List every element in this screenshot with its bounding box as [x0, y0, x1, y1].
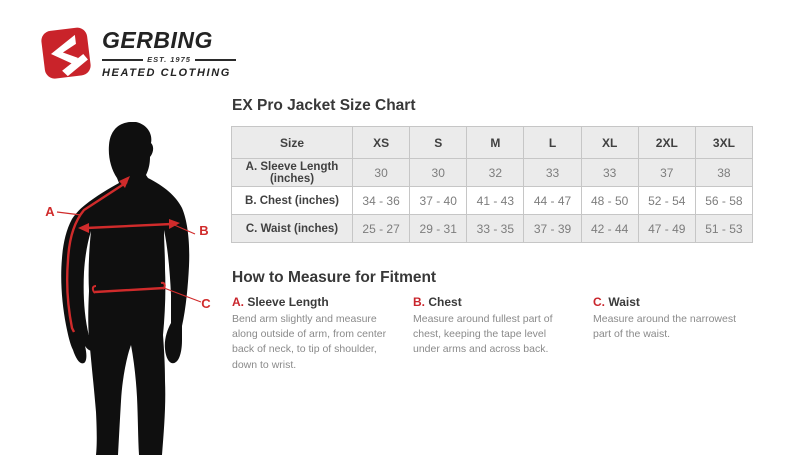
- brand-name: GERBING: [102, 27, 213, 53]
- row-label: A. Sleeve Length (inches): [232, 159, 353, 187]
- gerbing-logo-icon: [40, 27, 96, 79]
- guide-item-description: Measure around fullest part of chest, keeping the tape level under arms and across back.: [413, 313, 553, 356]
- brand-tagline: HEATED CLOTHING: [102, 67, 231, 79]
- cell-value: 41 - 43: [467, 187, 524, 215]
- cell-value: 30: [410, 159, 467, 187]
- guide-item-heading: [413, 295, 575, 309]
- cell-value: 34 - 36: [353, 187, 410, 215]
- cell-value: 29 - 31: [410, 215, 467, 243]
- guide-item-key: C.: [593, 295, 605, 309]
- cell-value: 48 - 50: [581, 187, 638, 215]
- row-label: C. Waist (inches): [232, 215, 353, 243]
- body-silhouette: [61, 122, 189, 455]
- cell-value: 44 - 47: [524, 187, 581, 215]
- measure-guide: [232, 295, 772, 373]
- cell-value: 33: [524, 159, 581, 187]
- guide-item-waist: [593, 295, 772, 373]
- cell-value: 38: [695, 159, 752, 187]
- table-row-waist: [232, 215, 753, 243]
- size-chart-title: EX Pro Jacket Size Chart: [232, 97, 416, 114]
- row-label: B. Chest (inches): [232, 187, 353, 215]
- column-header-m: M: [467, 127, 524, 159]
- guide-item-name: Chest: [428, 295, 462, 309]
- column-header-size: Size: [232, 127, 353, 159]
- cell-value: 33: [581, 159, 638, 187]
- size-chart-table: [231, 126, 753, 243]
- guide-item-name: Sleeve Length: [247, 295, 329, 309]
- guide-item-key: B.: [413, 295, 425, 309]
- cell-value: 52 - 54: [638, 187, 695, 215]
- column-header-3xl: 3XL: [695, 127, 752, 159]
- cell-value: 42 - 44: [581, 215, 638, 243]
- column-header-s: S: [410, 127, 467, 159]
- guide-item-description: Measure around the narrowest part of the waist.: [593, 313, 736, 341]
- cell-value: 51 - 53: [695, 215, 752, 243]
- figure-label-c: C: [201, 296, 211, 311]
- cell-value: 32: [467, 159, 524, 187]
- table-row-chest: [232, 187, 753, 215]
- cell-value: 33 - 35: [467, 215, 524, 243]
- cell-value: 37: [638, 159, 695, 187]
- guide-item-name: Waist: [608, 295, 640, 309]
- guide-item-description: Bend arm slightly and measure along outside of arm, from center back of neck, to tip of shoulder, down to wrist.: [232, 313, 387, 371]
- column-header-2xl: 2XL: [638, 127, 695, 159]
- cell-value: 25 - 27: [353, 215, 410, 243]
- guide-item-sleeve-length: [232, 295, 413, 373]
- gerbing-logo: [40, 27, 236, 79]
- figure-label-b: B: [199, 223, 209, 238]
- measurement-figure: [18, 118, 230, 455]
- cell-value: 47 - 49: [638, 215, 695, 243]
- cell-value: 30: [353, 159, 410, 187]
- guide-item-heading: [593, 295, 754, 309]
- cell-value: 56 - 58: [695, 187, 752, 215]
- guide-item-heading: [232, 295, 395, 309]
- column-header-xs: XS: [353, 127, 410, 159]
- column-header-xl: XL: [581, 127, 638, 159]
- table-row-sleeve-length: [232, 159, 753, 187]
- cell-value: 37 - 39: [524, 215, 581, 243]
- measure-guide-title: How to Measure for Fitment: [232, 269, 437, 286]
- guide-item-key: A.: [232, 295, 244, 309]
- table-header-row: [232, 127, 753, 159]
- figure-label-a: A: [45, 204, 55, 219]
- guide-item-chest: [413, 295, 593, 373]
- cell-value: 37 - 40: [410, 187, 467, 215]
- brand-est: EST. 1975: [102, 55, 236, 64]
- column-header-l: L: [524, 127, 581, 159]
